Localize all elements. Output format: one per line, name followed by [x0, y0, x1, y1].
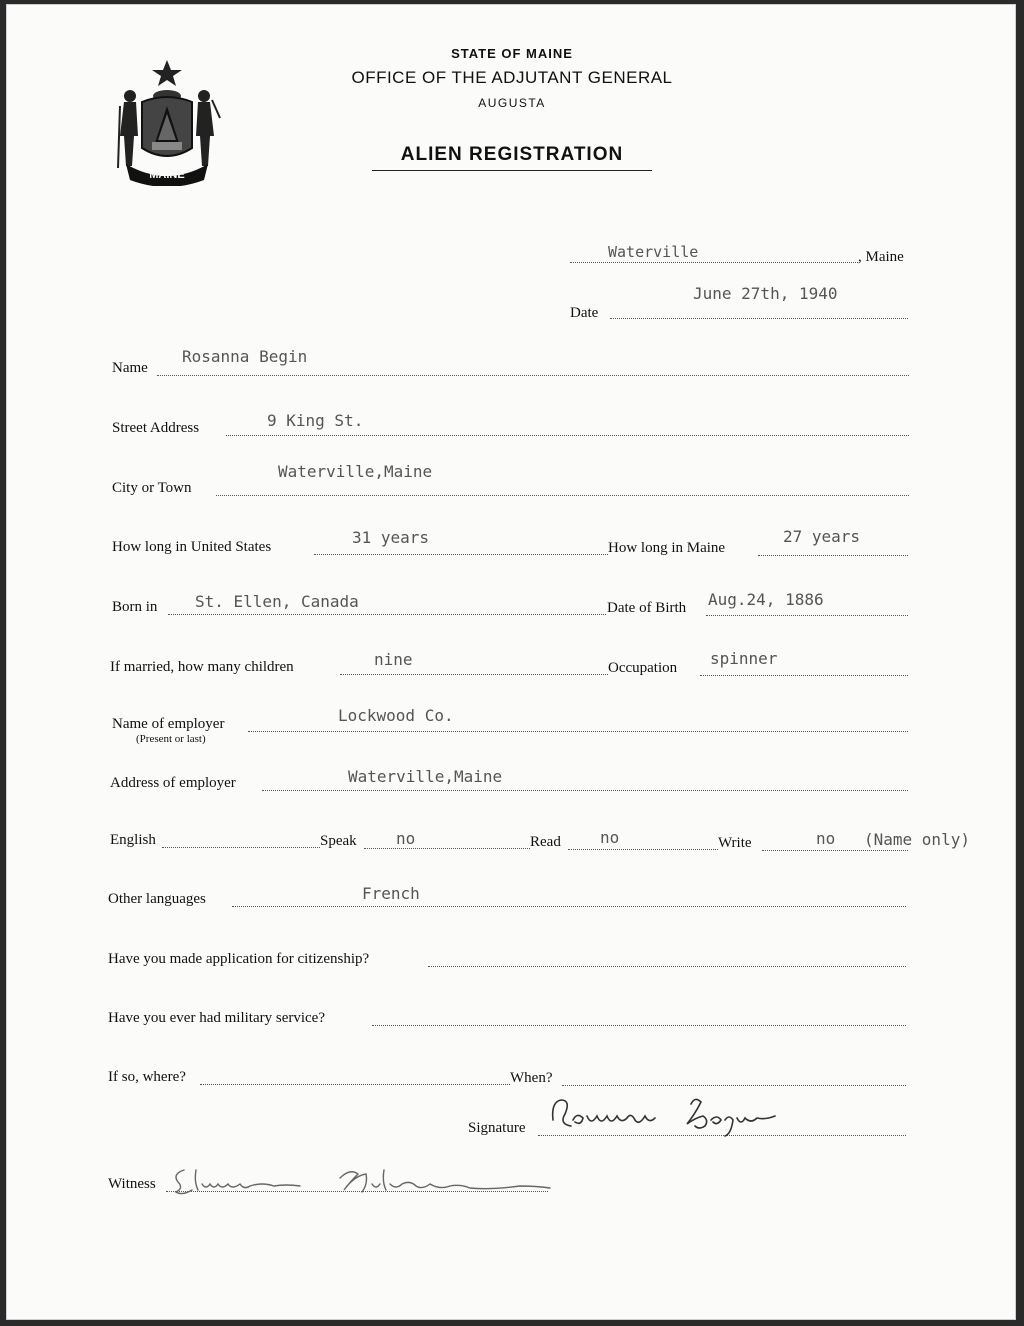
- write-note: (Name only): [864, 830, 970, 849]
- dob-line: [706, 615, 908, 616]
- when-label: When?: [510, 1070, 553, 1086]
- write-line: [762, 850, 908, 851]
- write-label: Write: [718, 835, 752, 851]
- children-label: If married, how many children: [110, 659, 294, 675]
- us-duration-value[interactable]: 31 years: [352, 528, 430, 547]
- witness-handwriting: [170, 1160, 560, 1200]
- date-label: Date: [570, 305, 599, 321]
- english-label: English: [110, 832, 156, 848]
- street-line: [226, 435, 909, 436]
- children-line: [340, 674, 608, 675]
- employer-line: [248, 731, 908, 732]
- born-in-label: Born in: [112, 599, 158, 615]
- signature-handwriting: [545, 1090, 795, 1140]
- us-duration-label: How long in United States: [112, 539, 272, 555]
- name-label: Name: [112, 360, 148, 376]
- form-title: ALIEN REGISTRATION: [400, 144, 624, 165]
- city-line: [216, 495, 909, 496]
- signature-label: Signature: [468, 1120, 526, 1136]
- street-label: Street Address: [112, 420, 200, 436]
- witness-label: Witness: [108, 1176, 156, 1192]
- city-label: City or Town: [112, 480, 192, 496]
- born-in-line: [168, 614, 606, 615]
- write-value[interactable]: no: [816, 829, 836, 848]
- city-value[interactable]: Waterville,Maine: [278, 462, 433, 481]
- seal-banner-text: MAINE: [149, 169, 185, 181]
- occupation-label: Occupation: [608, 660, 678, 676]
- employer-value[interactable]: Lockwood Co.: [338, 706, 454, 725]
- speak-value[interactable]: no: [396, 829, 416, 848]
- other-languages-label: Other languages: [108, 891, 206, 907]
- dob-label: Date of Birth: [607, 600, 687, 616]
- place-line: [570, 262, 858, 263]
- header-office: OFFICE OF THE ADJUTANT GENERAL: [351, 68, 673, 87]
- date-line: [610, 318, 908, 319]
- dob-value[interactable]: Aug.24, 1886: [708, 590, 824, 609]
- name-line: [157, 375, 909, 376]
- employer-label: Name of employer: [112, 716, 225, 732]
- read-label: Read: [530, 834, 561, 850]
- street-value[interactable]: 9 King St.: [267, 411, 364, 430]
- date-value[interactable]: June 27th, 1940: [693, 284, 838, 303]
- occupation-line: [700, 675, 908, 676]
- where-line[interactable]: [200, 1084, 510, 1085]
- maine-duration-value[interactable]: 27 years: [783, 527, 861, 546]
- place-suffix: , Maine: [858, 249, 904, 265]
- other-languages-line: [232, 906, 906, 907]
- employer-address-label: Address of employer: [110, 775, 236, 791]
- other-languages-value[interactable]: French: [362, 884, 420, 903]
- english-line: [162, 847, 320, 848]
- where-label: If so, where?: [108, 1069, 186, 1085]
- header-state: STATE OF MAINE: [451, 46, 573, 61]
- military-label: Have you ever had military service?: [108, 1010, 325, 1026]
- name-value[interactable]: Rosanna Begin: [182, 347, 308, 366]
- when-line[interactable]: [562, 1085, 906, 1086]
- speak-line: [364, 848, 530, 849]
- citizenship-line[interactable]: [428, 966, 906, 967]
- maine-duration-label: How long in Maine: [608, 540, 726, 556]
- employer-address-value[interactable]: Waterville,Maine: [348, 767, 503, 786]
- military-line[interactable]: [372, 1025, 906, 1026]
- header-city: AUGUSTA: [478, 96, 546, 110]
- us-duration-line: [314, 554, 608, 555]
- employer-sublabel: (Present or last): [136, 733, 206, 745]
- employer-address-line: [262, 790, 908, 791]
- speak-label: Speak: [320, 833, 357, 849]
- children-value[interactable]: nine: [374, 650, 413, 669]
- read-line: [568, 849, 718, 850]
- read-value[interactable]: no: [600, 828, 620, 847]
- title-underline: [372, 170, 652, 171]
- occupation-value[interactable]: spinner: [710, 649, 778, 668]
- place-value[interactable]: Waterville: [608, 243, 699, 261]
- born-in-value[interactable]: St. Ellen, Canada: [195, 592, 359, 611]
- maine-duration-line: [758, 555, 908, 556]
- citizenship-label: Have you made application for citizenship?: [108, 951, 370, 967]
